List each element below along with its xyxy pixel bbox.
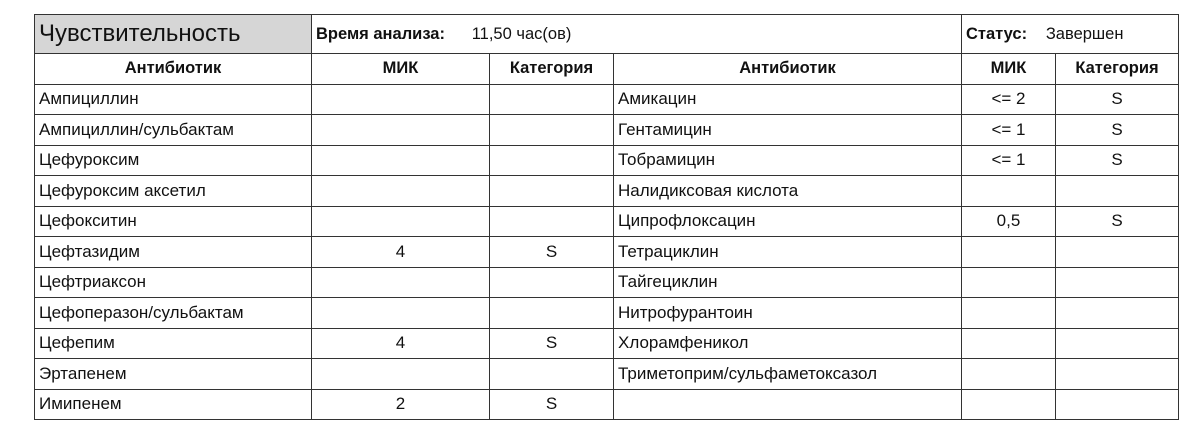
table-row: [35, 84, 1179, 115]
left-mic-cell: [312, 145, 490, 176]
table-row: [35, 237, 1179, 268]
col-mic-left: МИК: [312, 54, 490, 85]
left-antibiotic-cell: Цефтриаксон: [35, 267, 312, 298]
left-antibiotic-cell: Ампициллин: [35, 84, 312, 115]
left-mic-cell: [312, 267, 490, 298]
right-category-cell: [1056, 359, 1179, 390]
right-category-cell: S: [1056, 145, 1179, 176]
right-category-cell: [1056, 176, 1179, 207]
left-antibiotic-cell: Цефепим: [35, 328, 312, 359]
right-category-cell: [1056, 328, 1179, 359]
left-category-cell: S: [490, 328, 614, 359]
left-antibiotic-cell: Цефокситин: [35, 206, 312, 237]
right-antibiotic-cell: [614, 389, 962, 420]
left-category-cell: [490, 298, 614, 329]
left-antibiotic-cell: Цефуроксим аксетил: [35, 176, 312, 207]
right-mic-cell: [962, 237, 1056, 268]
susceptibility-report: [34, 14, 1178, 420]
right-antibiotic-cell: Хлорамфеникол: [614, 328, 962, 359]
column-header-row: [35, 54, 1179, 85]
col-category-right: Категория: [1056, 54, 1179, 85]
right-antibiotic-cell: Налидиксовая кислота: [614, 176, 962, 207]
left-mic-cell: [312, 115, 490, 146]
left-mic-cell: [312, 298, 490, 329]
col-antibiotic-left: Антибиотик: [35, 54, 312, 85]
table-row: [35, 176, 1179, 207]
right-category-cell: [1056, 267, 1179, 298]
analysis-time: [312, 15, 962, 54]
col-category-left: Категория: [490, 54, 614, 85]
status: [962, 15, 1179, 54]
right-antibiotic-cell: Нитрофурантоин: [614, 298, 962, 329]
right-mic-cell: <= 1: [962, 115, 1056, 146]
left-antibiotic-cell: Имипенем: [35, 389, 312, 420]
right-category-cell: [1056, 298, 1179, 329]
right-category-cell: S: [1056, 84, 1179, 115]
right-antibiotic-cell: Тайгециклин: [614, 267, 962, 298]
table-row: [35, 115, 1179, 146]
col-antibiotic-right: Антибиотик: [614, 54, 962, 85]
right-mic-cell: [962, 298, 1056, 329]
right-category-cell: S: [1056, 115, 1179, 146]
right-mic-cell: [962, 328, 1056, 359]
left-mic-cell: 2: [312, 389, 490, 420]
left-category-cell: [490, 359, 614, 390]
analysis-time-value: 11,50 час(ов): [471, 25, 572, 43]
right-category-cell: [1056, 237, 1179, 268]
right-category-cell: [1056, 389, 1179, 420]
right-antibiotic-cell: Ципрофлоксацин: [614, 206, 962, 237]
left-category-cell: [490, 267, 614, 298]
left-category-cell: S: [490, 237, 614, 268]
table-row: [35, 328, 1179, 359]
susceptibility-table: [34, 14, 1179, 420]
table-row: [35, 267, 1179, 298]
right-antibiotic-cell: Амикацин: [614, 84, 962, 115]
status-label: Статус:: [966, 25, 1028, 43]
left-mic-cell: [312, 176, 490, 207]
right-mic-cell: <= 1: [962, 145, 1056, 176]
left-category-cell: [490, 145, 614, 176]
table-row: [35, 206, 1179, 237]
report-title: Чувствительность: [35, 15, 312, 54]
table-row: [35, 359, 1179, 390]
right-mic-cell: [962, 389, 1056, 420]
left-antibiotic-cell: Цефоперазон/сульбактам: [35, 298, 312, 329]
right-mic-cell: [962, 176, 1056, 207]
table-body: [35, 84, 1179, 420]
right-antibiotic-cell: Тобрамицин: [614, 145, 962, 176]
left-antibiotic-cell: Эртапенем: [35, 359, 312, 390]
left-category-cell: S: [490, 389, 614, 420]
left-antibiotic-cell: Ампициллин/сульбактам: [35, 115, 312, 146]
report-header-row: [35, 15, 1179, 54]
left-antibiotic-cell: Цефтазидим: [35, 237, 312, 268]
status-value: Завершен: [1045, 25, 1124, 43]
left-category-cell: [490, 115, 614, 146]
right-mic-cell: [962, 359, 1056, 390]
right-antibiotic-cell: Гентамицин: [614, 115, 962, 146]
left-mic-cell: [312, 84, 490, 115]
right-antibiotic-cell: Триметоприм/сульфаметоксазол: [614, 359, 962, 390]
left-mic-cell: 4: [312, 328, 490, 359]
left-antibiotic-cell: Цефуроксим: [35, 145, 312, 176]
analysis-time-label: Время анализа:: [316, 25, 445, 43]
left-category-cell: [490, 206, 614, 237]
table-row: [35, 145, 1179, 176]
left-mic-cell: 4: [312, 237, 490, 268]
table-row: [35, 298, 1179, 329]
left-category-cell: [490, 176, 614, 207]
col-mic-right: МИК: [962, 54, 1056, 85]
right-mic-cell: <= 2: [962, 84, 1056, 115]
right-mic-cell: 0,5: [962, 206, 1056, 237]
left-mic-cell: [312, 206, 490, 237]
left-mic-cell: [312, 359, 490, 390]
table-row: [35, 389, 1179, 420]
right-mic-cell: [962, 267, 1056, 298]
right-category-cell: S: [1056, 206, 1179, 237]
left-category-cell: [490, 84, 614, 115]
right-antibiotic-cell: Тетрациклин: [614, 237, 962, 268]
